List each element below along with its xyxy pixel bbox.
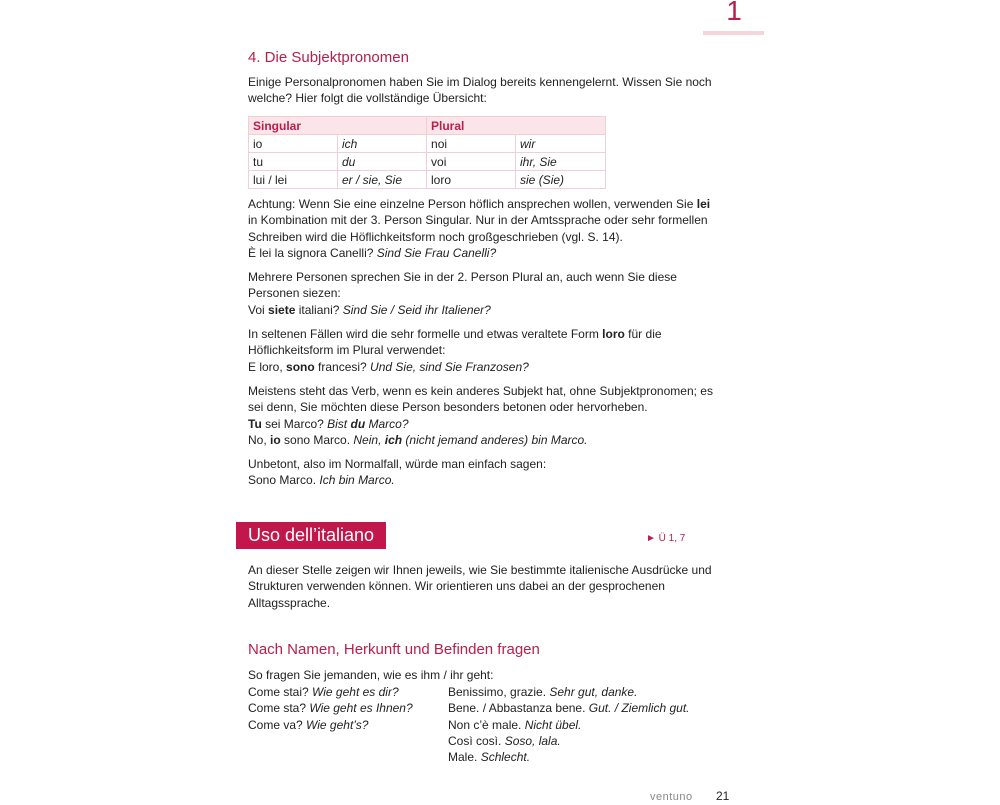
text-run: lei: [696, 197, 711, 211]
table-cell: io: [249, 135, 338, 153]
text-run: sono Marco.: [280, 432, 354, 447]
text-run: No,: [248, 432, 271, 447]
text-run: in Kombination mit der 3. Person Singular. Nur in der Amtssprache oder sehr formellen Schreiben wird die Höflichkeitsform noch großgeschrieben (vgl. S. 14).: [248, 213, 708, 244]
example-german: Sind Sie / Seid ihr Italiener?: [342, 302, 491, 317]
text-run: Voi: [248, 302, 269, 317]
table-cell: voi: [427, 153, 516, 171]
list-item: [248, 717, 448, 733]
list-item: [248, 700, 448, 716]
example-german: Schlecht.: [480, 750, 531, 765]
list-item: [448, 684, 708, 700]
table-row: [249, 171, 606, 189]
section-intro: Einige Personalpronomen haben Sie im Dialog bereits kennengelernt. Wissen Sie noch welche? Hier folgt die vollständige Übersicht:: [248, 75, 712, 106]
text-run: für die Höflichkeitsform im Plural verwendet:: [248, 327, 662, 358]
text-run: Meistens steht das Verb, wenn es kein anderes Subjekt hat, ohne Subjektpronomen; es sei denn, Sie möchten diese Person besonders betonen oder hervorheben.: [248, 384, 713, 415]
paragraph-unstressed: [248, 456, 718, 489]
example-german: Sehr gut, danke.: [549, 685, 638, 699]
text-run: Bist: [327, 416, 351, 431]
text-run: sei Marco?: [261, 416, 328, 431]
text-run: siete: [268, 302, 296, 317]
example-italian: Come va?: [248, 717, 307, 732]
text-run: sono: [286, 359, 315, 374]
list-item: [448, 749, 708, 765]
table-cell: wir: [520, 136, 536, 151]
subsection-title: Nach Namen, Herkunft und Befinden fragen: [248, 641, 540, 658]
table-cell: noi: [427, 135, 516, 153]
example-italian: Male.: [448, 750, 481, 765]
example-german: Gut. / Ziemlich gut.: [588, 701, 690, 716]
text-run: Mehrere Personen sprechen Sie in der 2. Person Plural an, auch wenn Sie diese Personen siezen:: [248, 270, 677, 301]
list-item: [448, 717, 708, 733]
list-item: [448, 733, 708, 749]
exercise-reference-link[interactable]: ► Ü 1, 7: [646, 533, 686, 544]
text-run: loro: [602, 327, 625, 341]
example-italian: Come stai?: [248, 685, 313, 699]
example-german: Sind Sie Frau Canelli?: [376, 245, 497, 260]
table-cell: er / sie, Sie: [342, 172, 403, 187]
table-row: [249, 135, 606, 153]
example-german: Ich bin Marco.: [319, 473, 395, 488]
paragraph-loro-form: [248, 326, 718, 375]
example-italian: Bene. / Abbastanza bene.: [448, 701, 589, 716]
page-number: 21: [716, 789, 730, 803]
table-cell: lui / lei: [249, 171, 338, 189]
paragraph-courtesy-form: [248, 196, 718, 261]
header-singular: Singular: [249, 117, 427, 135]
section-title: 4. Die Subjektpronomen: [248, 49, 409, 66]
example-german: Soso, lala.: [504, 733, 561, 748]
list-item: [448, 700, 708, 716]
example-german: Und Sie, sind Sie Franzosen?: [370, 359, 529, 374]
table-cell: loro: [427, 171, 516, 189]
text-run: Nein,: [353, 432, 385, 447]
uso-intro: An dieser Stelle zeigen wir Ihnen jeweils, wie Sie bestimmte italienische Ausdrücke und Strukturen verwenden können. Wir orientieren uns dabei an der gesprochenen Alltagssprache.: [248, 563, 712, 610]
text-run: italiani?: [295, 302, 343, 317]
subsection-intro: So fragen Sie jemanden, wie es ihm / ihr geht:: [248, 668, 494, 682]
table-header-row: [249, 117, 606, 135]
chapter-marker-bar: [703, 31, 764, 35]
text-run: io: [270, 432, 281, 447]
text-run: Unbetont, also im Normalfall, würde man einfach sagen:: [248, 457, 547, 471]
example-german: Wie geht es Ihnen?: [309, 701, 413, 716]
example-italian: Così così.: [448, 733, 505, 748]
pronoun-table: [248, 116, 606, 189]
text-run: ich: [384, 432, 403, 447]
uso-banner: Uso dell’italiano: [236, 522, 386, 549]
example-italian: Sono Marco.: [248, 473, 320, 488]
list-item: [248, 684, 448, 700]
paragraph-plural-address: [248, 269, 718, 318]
example-italian: Come sta?: [248, 701, 310, 716]
table-row: [249, 153, 606, 171]
example-german: Wie geht’s?: [306, 717, 369, 732]
example-german: Wie geht es dir?: [312, 685, 399, 699]
text-run: (nicht jemand anderes) bin Marco.: [402, 432, 588, 447]
example-german: Nicht übel.: [524, 717, 582, 732]
header-plural: Plural: [427, 117, 606, 135]
table-cell: tu: [249, 153, 338, 171]
question-list: [248, 684, 448, 733]
chapter-number: 1: [726, 0, 742, 26]
text-run: Marco?: [365, 416, 409, 431]
example-italian: Benissimo, grazie.: [448, 685, 550, 699]
text-run: Tu: [248, 416, 262, 431]
table-cell: du: [342, 154, 356, 169]
table-cell: sie (Sie): [520, 172, 565, 187]
text-run: du: [350, 416, 366, 431]
text-run: Achtung: Wenn Sie eine einzelne Person höflich ansprechen wollen, verwenden Sie: [248, 197, 697, 211]
paragraph-emphasis: [248, 383, 718, 448]
table-cell: ihr, Sie: [520, 154, 557, 169]
example-italian: Non c’è male.: [448, 717, 525, 732]
answer-list: [448, 684, 708, 765]
text-run: E loro,: [248, 359, 287, 374]
text-run: francesi?: [314, 359, 371, 374]
table-cell: ich: [342, 136, 358, 151]
text-run: In seltenen Fällen wird die sehr formelle und etwas veraltete Form: [248, 327, 603, 341]
example-italian: È lei la signora Canelli?: [248, 245, 377, 260]
page-number-word: ventuno: [650, 791, 693, 803]
